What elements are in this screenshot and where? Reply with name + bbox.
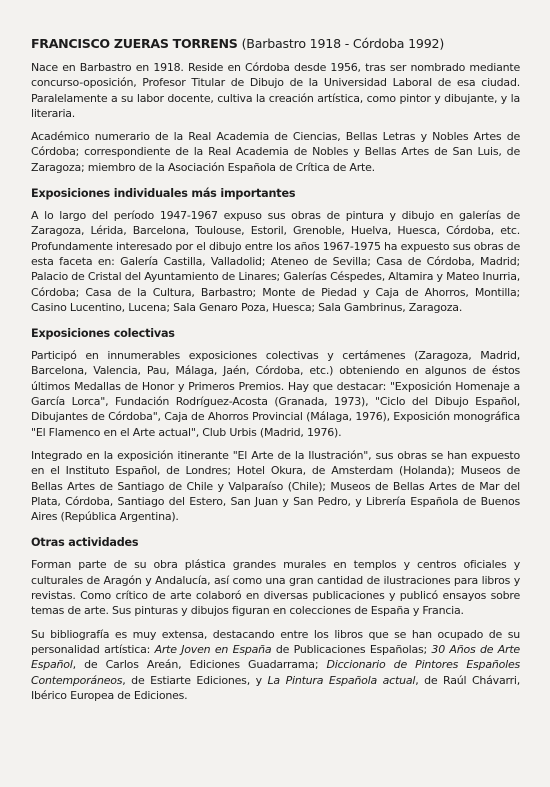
- bibliography-text-4: , de Estiarte Ediciones, y: [122, 673, 268, 687]
- text-column: [31, 36, 520, 711]
- intro-paragraph-2: Académico numerario de la Real Academia de Ciencias, Bellas Letras y Nobles Artes de Córdoba; correspondiente de la Real Academia de Nobles y Bellas Artes de San Luis, de Zaragoza; miembro de la Asociación Española de Crítica de Arte.: [31, 130, 520, 174]
- book-title-4: La Pintura Española actual: [267, 673, 416, 687]
- individual-exhibitions-paragraph: A lo largo del período 1947-1967 expuso sus obras de pintura y dibujo en galerías de Zaragoza, Lérida, Barcelona, Toulouse, Estoril, Grenoble, Huelva, Huesca, Córdoba, etc. Profundamente interesado por el dibujo entre los años 1967-1975 ha expuesto sus obras de esta faceta en: Galería Castilla, Valladolid; Ateneo de Sevilla; Casa de Córdoba, Madrid; Palacio de Cristal del Ayuntamiento de Linares; Galerías Céspedes, Altamira y Mateo Inurria, Córdoba; Casa de la Cultura, Barbastro; Monte de Piedad y Caja de Ahorros, Montilla; Casino Lucentino, Lucena; Sala Genaro Poza, Huesca; Sala Gambrinus, Zaragoza.: [31, 209, 520, 314]
- artist-dates: (Barbastro 1918 - Córdoba 1992): [241, 36, 445, 51]
- collective-exhibitions-heading: Exposiciones colectivas: [31, 327, 175, 341]
- page-title: [31, 36, 520, 51]
- artist-name: FRANCISCO ZUERAS TORRENS: [31, 36, 238, 51]
- bibliography-text-3: , de Carlos Areán, Ediciones Guadarrama;: [72, 658, 327, 672]
- individual-exhibitions-heading: Exposiciones individuales más importantes: [31, 187, 296, 201]
- collective-exhibitions-paragraph-2: Integrado en la exposición itinerante "El Arte de la Ilustración", sus obras se han expuesto en el Instituto Español, de Londres; Hotel Okura, de Amsterdam (Holanda); Museos de Bellas Artes de Santiago de Chile y Valparaíso (Chile); Museos de Bellas Artes de Mar del Plata, Córdoba, Santiago del Estero, San Juan y San Pedro, y Librería Española de Buenos Aires (República Argentina).: [31, 448, 520, 524]
- bibliography-text-1: Su bibliografía es muy extensa, destacando entre los libros que se han ocupado de su personalidad artística:: [31, 627, 520, 656]
- collective-exhibitions-paragraph-1: Participó en innumerables exposiciones colectivas y certámenes (Zaragoza, Madrid, Barcelona, Valencia, Pau, Málaga, Jaén, Córdoba, etc.) obteniendo en algunos de éstos últimos Medallas de Honor y Primeros Premios. Hay que destacar: "Exposición Homenaje a García Lorca", Fundación Rodríguez-Acosta (Granada, 1973), "Ciclo del Dibujo Español, Dibujantes de Córdoba", Caja de Ahorros Provincial (Málaga, 1976), Exposición monográfica "El Flamenco en el Arte actual", Club Urbis (Madrid, 1976).: [31, 349, 520, 439]
- book-title-1: Arte Joven en España: [154, 642, 272, 656]
- other-activities-heading: Otras actividades: [31, 536, 139, 550]
- other-activities-paragraph-1: Forman parte de su obra plástica grandes murales en templos y centros oficiales y culturales de Aragón y Andalucía, así como una gran cantidad de ilustraciones para libros y revistas. Como crítico de arte colaboró en diversas publicaciones y publicó ensayos sobre temas de arte. Sus pinturas y dibujos figuran en colecciones de España y Francia.: [31, 558, 520, 618]
- bibliography-text-2: de Publicaciones Españolas;: [271, 642, 432, 656]
- bibliography-text-5: , de Raúl Chávarri, Ibérico Europea de Ediciones.: [31, 673, 521, 702]
- intro-paragraph-1: Nace en Barbastro en 1918. Reside en Córdoba desde 1956, tras ser nombrado mediante concurso-oposición, Profesor Titular de Dibujo de la Universidad Laboral de esa ciudad. Paralelamente a su labor docente, cultiva la creación artística, como pintor y dibujante, y la literaria.: [31, 61, 520, 120]
- bibliography-paragraph: [31, 627, 520, 703]
- book-title-3: Diccionario de Pintores Españoles Contemporáneos: [31, 658, 520, 687]
- book-title-2: 30 Años de Arte Español: [31, 642, 520, 672]
